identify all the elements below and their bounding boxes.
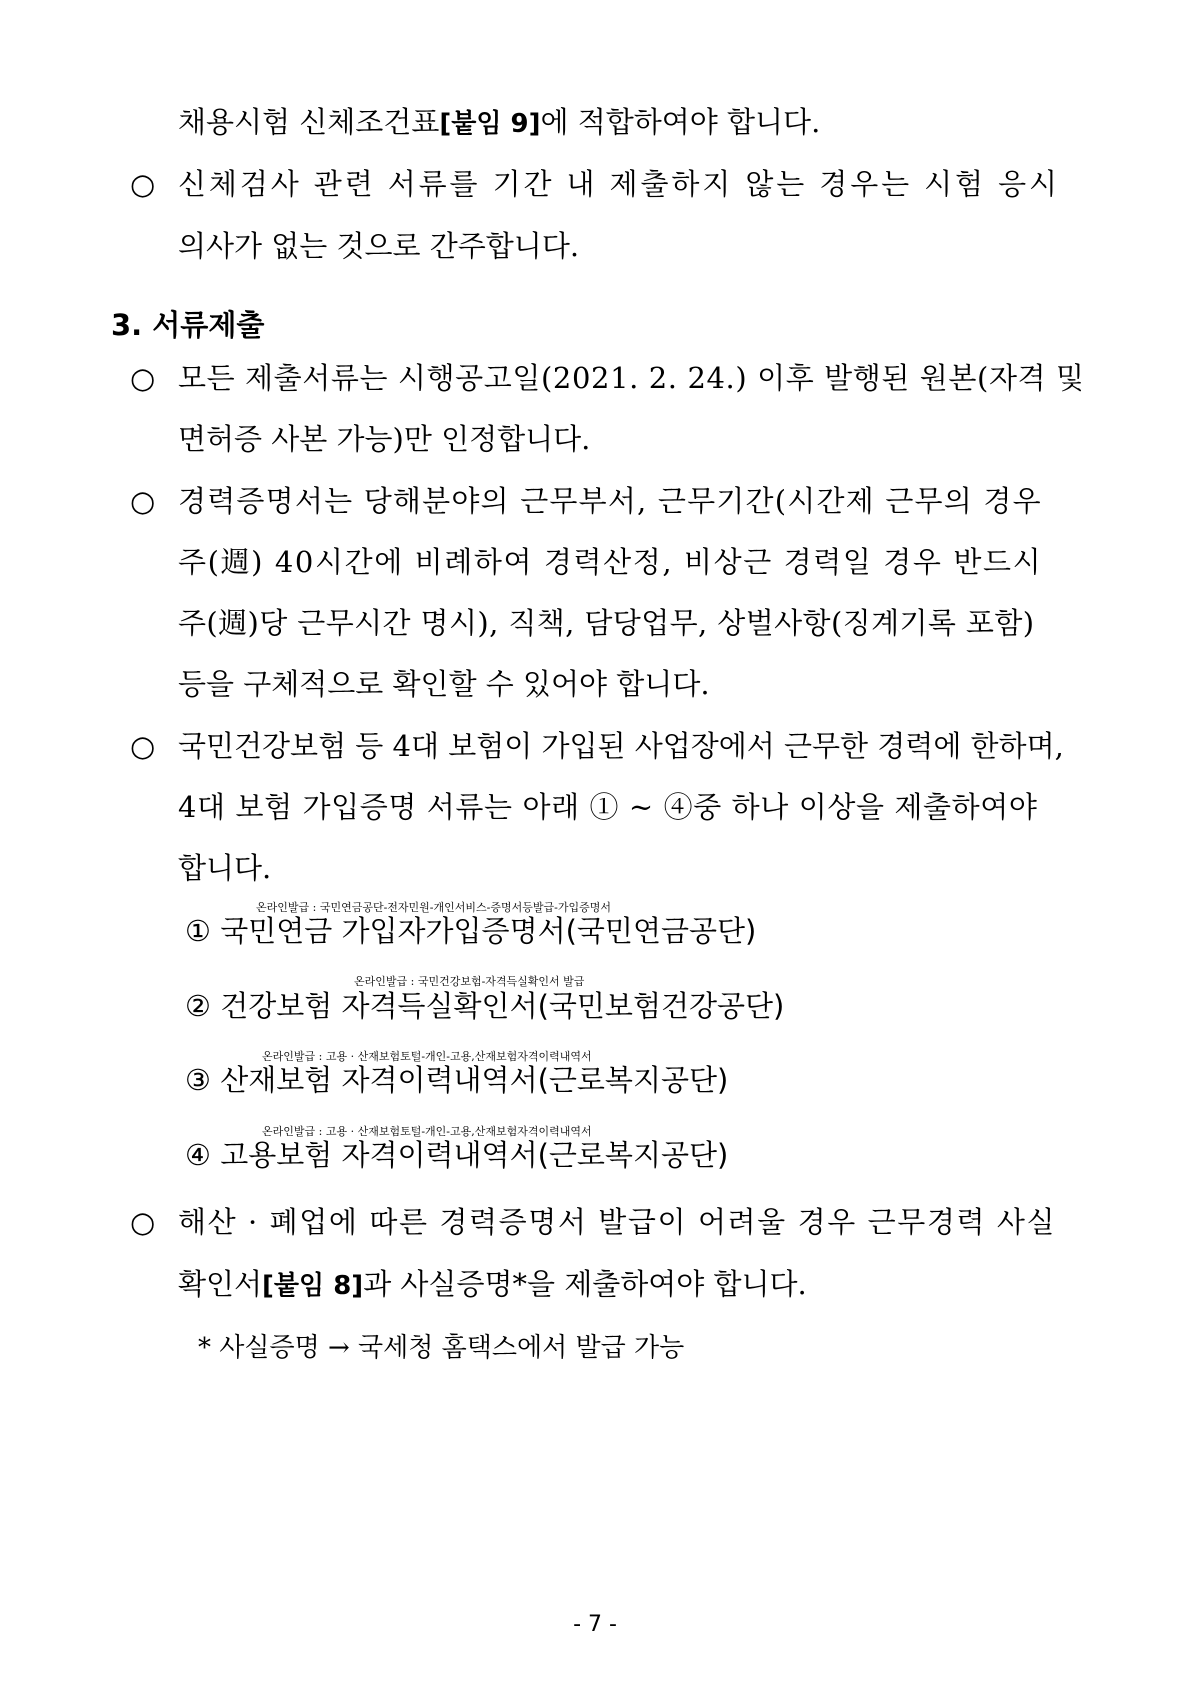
paragraph-line: 4대 보험 가입증명 서류는 아래 ① ~ ④중 하나 이상을 제출하여야 xyxy=(178,790,1038,824)
bullet-circle: ○ xyxy=(130,361,156,395)
footnote: * 사실증명 → 국세청 홈택스에서 발급 가능 xyxy=(198,1333,685,1363)
list-item: ② 건강보험 자격득실확인서(국민보험건강공단) xyxy=(185,989,785,1023)
item-annotation: 온라인발급 : 고용 · 산재보험토털-개인-고용,산재보험자격이력내역서 xyxy=(262,1050,592,1063)
text-span: 확인서 xyxy=(178,1267,263,1301)
item-annotation: 온라인발급 : 국민건강보험-자격득실확인서 발급 xyxy=(354,975,585,988)
text-span: 에 적합하여야 합니다. xyxy=(540,105,821,139)
paragraph-line: 등을 구체적으로 확인할 수 있어야 합니다. xyxy=(178,667,710,701)
paragraph-line: 모든 제출서류는 시행공고일(2021. 2. 24.) 이후 발행된 원본(자격 및 xyxy=(178,361,1085,395)
page-number: - 7 - xyxy=(573,1612,617,1637)
list-item: ③ 산재보험 자격이력내역서(근로복지공단) xyxy=(185,1063,729,1097)
paragraph-line: 경력증명서는 당해분야의 근무부서, 근무기간(시간제 근무의 경우 xyxy=(178,484,1042,518)
paragraph-line: 해산 · 폐업에 따른 경력증명서 발급이 어려울 경우 근무경력 사실 xyxy=(178,1205,1057,1239)
bullet-circle: ○ xyxy=(130,167,156,201)
text-span: 과 사실증명*을 제출하여야 합니다. xyxy=(363,1267,807,1301)
paragraph-line: 국민건강보험 등 4대 보험이 가입된 사업장에서 근무한 경력에 한하며, xyxy=(178,729,1064,763)
paragraph-line: 신체검사 관련 서류를 기간 내 제출하지 않는 경우는 시험 응시 xyxy=(178,167,1060,201)
section-title: 3. 서류제출 xyxy=(111,308,265,342)
paragraph-line: 주(週)당 근무시간 명시), 직책, 담당업무, 상벌사항(징계기록 포함) xyxy=(178,606,1035,640)
paragraph-line: 의사가 없는 것으로 간주합니다. xyxy=(178,229,580,263)
paragraph-line xyxy=(178,1267,807,1301)
text-span: 채용시험 신체조건표 xyxy=(178,105,440,139)
list-item: ④ 고용보험 자격이력내역서(근로복지공단) xyxy=(185,1138,729,1172)
bullet-circle: ○ xyxy=(130,729,156,763)
item-annotation: 온라인발급 : 고용 · 산재보험토털-개인-고용,산재보험자격이력내역서 xyxy=(262,1125,592,1138)
attachment-ref: [붙임 9] xyxy=(439,109,541,139)
attachment-ref: [붙임 8] xyxy=(262,1271,364,1301)
bullet-circle: ○ xyxy=(130,1205,156,1239)
bullet-circle: ○ xyxy=(130,484,156,518)
list-item: ① 국민연금 가입자가입증명서(국민연금공단) xyxy=(185,914,757,948)
paragraph-line xyxy=(178,105,821,139)
paragraph-line: 합니다. xyxy=(178,851,272,885)
item-annotation: 온라인발급 : 국민연금공단-전자민원-개인서비스-증명서등발급-가입증명서 xyxy=(256,901,611,914)
paragraph-line: 면허증 사본 가능)만 인정합니다. xyxy=(178,422,591,456)
paragraph-line: 주(週) 40시간에 비례하여 경력산정, 비상근 경력일 경우 반드시 xyxy=(178,545,1043,579)
